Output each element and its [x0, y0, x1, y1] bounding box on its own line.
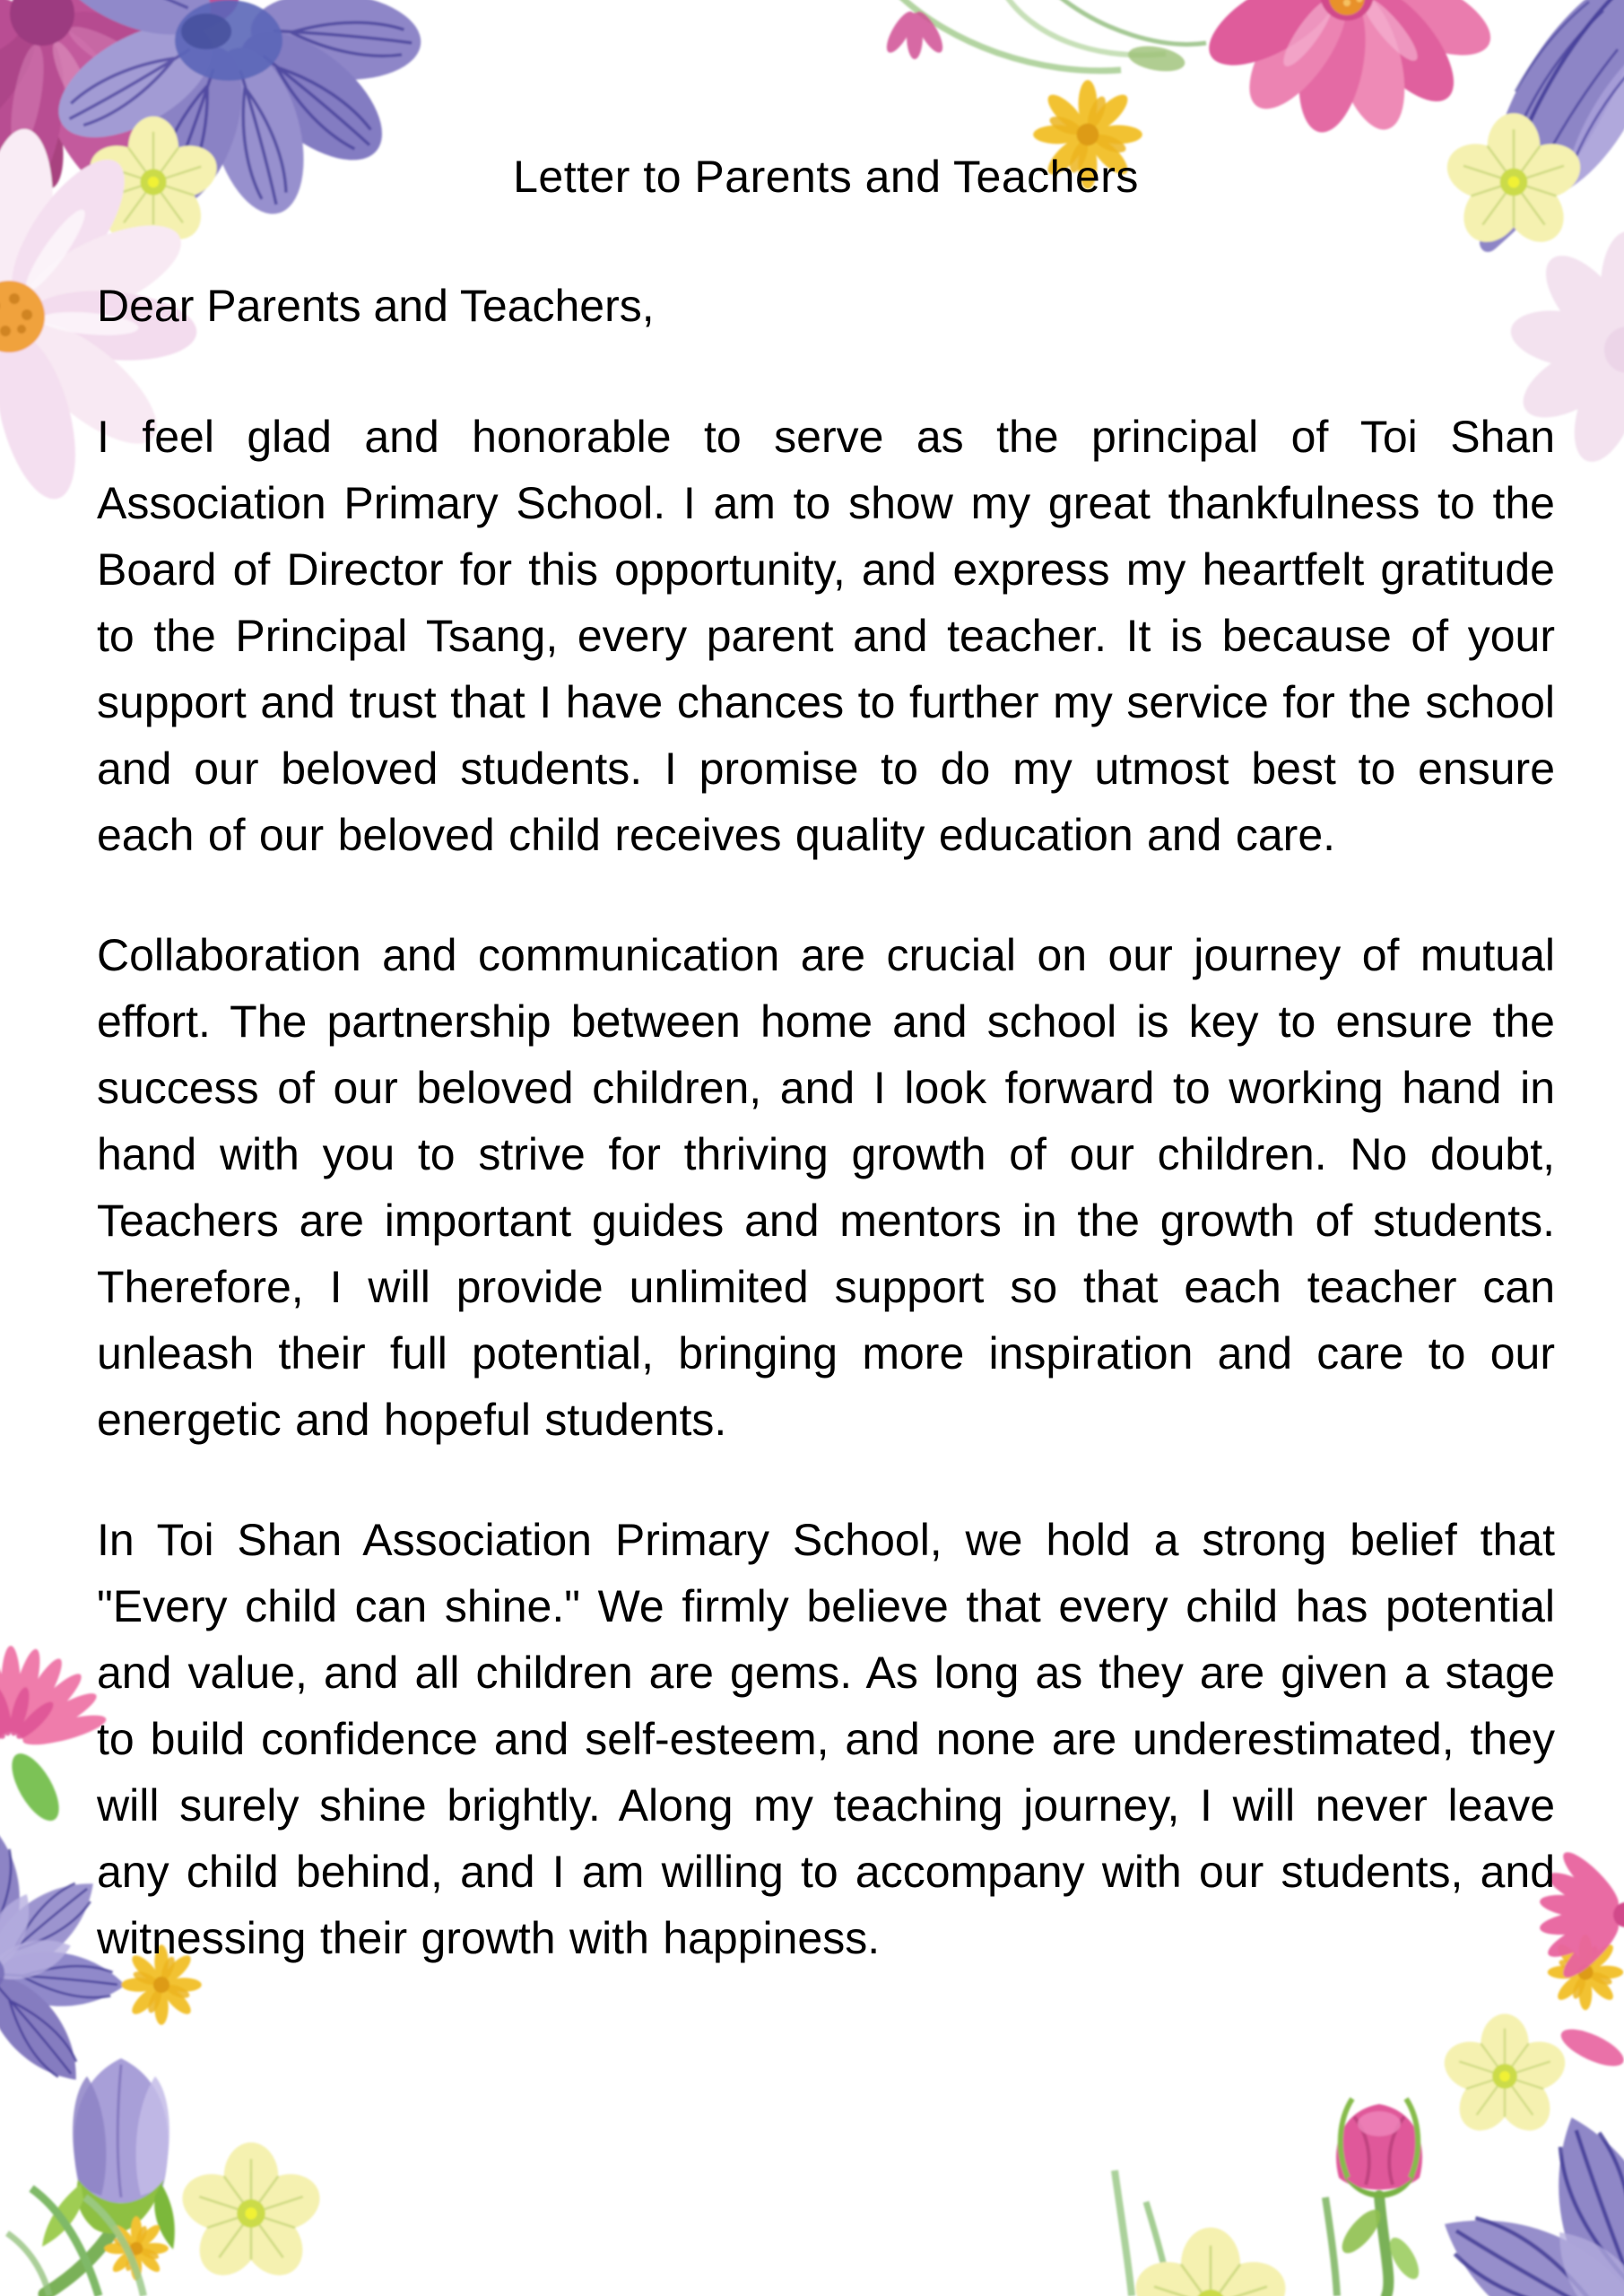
letter-paragraph-3: In Toi Shan Association Primary School, we hold a strong belief that "Every child can shine." We firmly believe that every child has potential and value, and all children are gems. As long as they are given a stage to build confidence and self-esteem, and none are underestimated, they will surely shine brightly. Along my teaching journey, I will never leave any child behind, and I am willing to accompany with our students, and witnessing their growth with happiness.	[97, 1515, 1555, 1963]
grass-bottom-right	[1325, 2197, 1337, 2296]
flower-pale-yellow-bottom-center	[1128, 2228, 1294, 2296]
flower-pink-fringed-left	[0, 1646, 109, 1828]
flower-purple-bottom-right	[1408, 2101, 1624, 2296]
flower-pale-yellow-bottom-left	[175, 2143, 326, 2287]
top-center-stems	[881, 0, 1206, 75]
letter-salutation: Dear Parents and Teachers,	[97, 281, 655, 331]
flower-pink-cosmos-top-right	[1195, 0, 1502, 137]
flower-pale-yellow-bottom-right	[1438, 2013, 1572, 2141]
letter-paragraph-2: Collaboration and communication are crucial on our journey of mutual effort. The partnership between home and school is key to ensure the success of our beloved children, and I look forward to working hand in hand with you to strive for thriving growth of our children. No doubt, Teachers are important guides and mentors in the growth of students. Therefore, I will provide unlimited support so that each teacher can unleash their full potential, bringing more inspiration and care to our energetic and hopeful students.	[97, 930, 1555, 1445]
letter-content	[97, 144, 1555, 1971]
flower-pink-rosebud	[1336, 2099, 1425, 2296]
letter-title: Letter to Parents and Teachers	[513, 152, 1139, 202]
letter-paragraph-1: I feel glad and honorable to serve as the principal of Toi Shan Association Primary School. I am to show my great thankfulness to the Board of Director for this opportunity, and express my heartfelt gratitude to the Principal Tsang, every parent and teacher. It is because of your support and trust that I have chances to further my service for the school and our beloved students. I promise to do my utmost best to ensure each of our beloved child receives quality education and care.	[97, 412, 1555, 860]
